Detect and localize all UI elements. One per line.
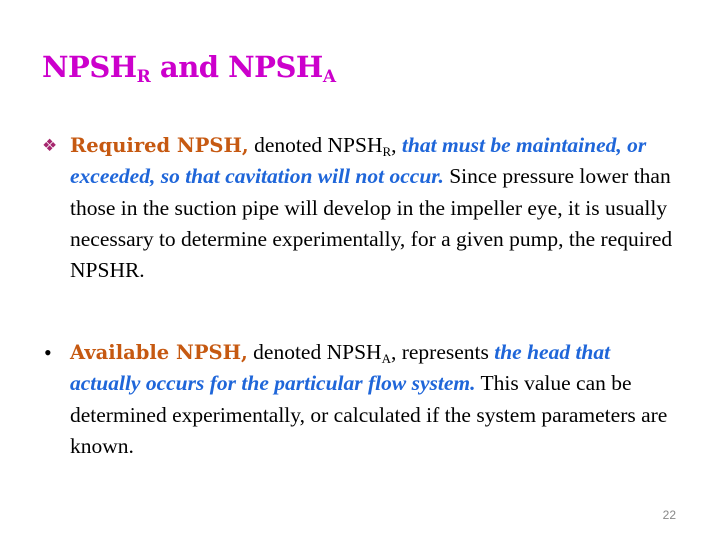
- title-subscript-r: R: [136, 67, 151, 87]
- bullet-required-npsh-text: [70, 130, 682, 286]
- emphasis-required-definition: that must be maintained, or exceeded, so that cavitation will not occur.: [70, 133, 647, 189]
- text-represents: , represents: [390, 340, 495, 364]
- term-available-npsh: Available NPSH,: [70, 341, 248, 364]
- term-required-npsh: Required NPSH,: [70, 134, 249, 157]
- text-denoted-npsh-r: denoted NPSH: [248, 133, 383, 157]
- text-denoted-npsh-a: denoted NPSH: [247, 340, 382, 364]
- bullet-available-npsh: [42, 337, 682, 462]
- bullet-available-npsh-text: [70, 337, 682, 462]
- diamond-cluster-icon: ❖: [42, 136, 58, 156]
- text-required-explanation: Since pressure lower than those in the suction pipe will develop in the impeller eye, it is usually necessary to determine experimentally, for a given pump, the required NPSHR.: [70, 164, 673, 283]
- bullet-required-npsh: [42, 130, 682, 286]
- subscript-r: R: [382, 144, 392, 159]
- title-and-npsh-a: and NPSH: [150, 50, 323, 84]
- title-subscript-a: A: [322, 67, 336, 87]
- page-number: 22: [662, 508, 676, 522]
- emphasis-available-definition: the head that actually occurs for the particular flow system.: [70, 340, 611, 396]
- bullet-dot-icon: •: [44, 340, 52, 365]
- text-available-explanation: This value can be determined experimentally, or calculated if the system parameters are known.: [70, 371, 668, 458]
- slide-title: [42, 50, 336, 87]
- title-npsh-r: NPSH: [42, 50, 137, 84]
- subscript-a: A: [381, 351, 391, 366]
- text-comma: ,: [391, 133, 402, 157]
